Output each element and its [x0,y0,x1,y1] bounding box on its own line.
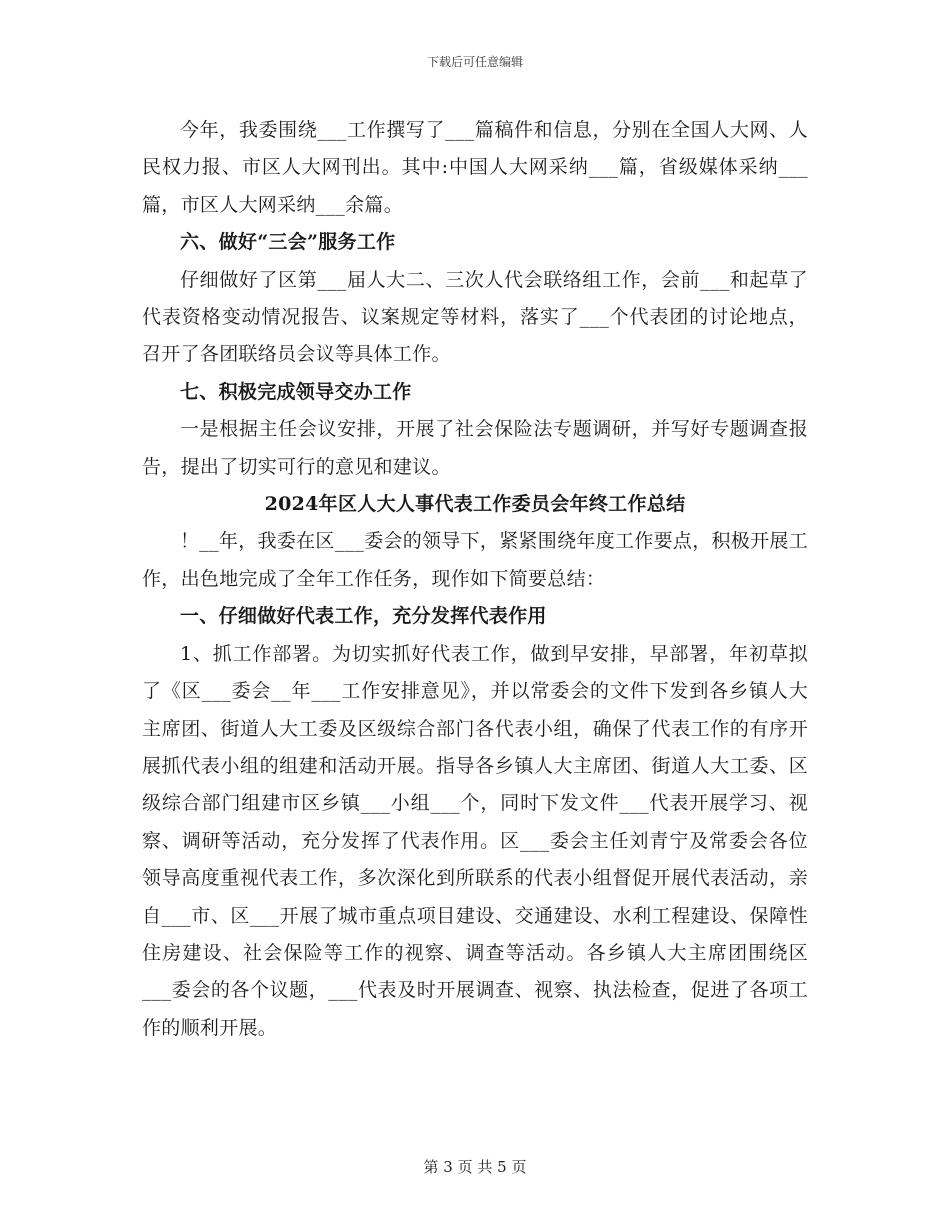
paragraph-intro: ！__年，我委在区___委会的领导下，紧紧围绕年度工作要点，积极开展工作，出色地完成了全年工作任务，现作如下简要总结： [142,530,809,590]
page-header-note: 下载后可任意编辑 [426,55,523,69]
paragraph-assigned-work: 一是根据主任会议安排，开展了社会保险法专题调研，并写好专题调查报告，提出了切实可行的意见和建议。 [142,418,808,478]
section-heading-seven: 七、积极完成领导交办工作 [180,380,412,403]
section-heading-six: 六、做好“三会”服务工作 [180,231,396,254]
paragraph-congress-service: 仔细做好了区第___届人大二、三次人代会联络组工作，会前___和起草了代表资格变动情况报告、议案规定等材料，落实了___个代表团的讨论地点，召开了各团联络员会议等具体工作。 [142,268,808,366]
document-title: 2024年区人大人事代表工作委员会年终工作总结 [264,493,686,516]
paragraph-publicity: 今年，我委围绕___工作撰写了___篇稿件和信息，分别在全国人大网、人民权力报、市区人大网刊出。其中:中国人大网采纳___篇，省级媒体采纳___篇，市区人大网采纳___余篇。 [142,119,808,216]
paragraph-work-deployment: 1、抓工作部署。为切实抓好代表工作，做到早安排，早部署，年初草拟了《区___委会__年___工作安排意见》，并以常委会的文件下发到各乡镇人大主席团、街道人大工委及区级综合部门各代表小组，确保了代表工作的有序开展抓代表小组的组建和活动开展。指导各乡镇人大主席团、街道人大工委、区级综合部门组建市区乡镇___小组___个，同时下发文件___代表开展学习、视察、调研等活动，充分发挥了代表作用。区___委会主任刘青宁及常委会各位领导高度重视代表工作，多次深化到所联系的代表小组督促开展代表活动，亲自___市、区___开展了城市重点项目建设、交通建设、水利工程建设、保障性住房建设、社会保险等工作的视察、调查等活动。各乡镇人大主席团围绕区___委会的各个议题，___代表及时开展调查、视察、执法检查，促进了各项工作的顺利开展。 [142,642,808,1039]
document-body [142,112,808,1047]
section-heading-one: 一、仔细做好代表工作，充分发挥代表作用 [180,605,547,628]
page-number: 第 3 页 共 5 页 [423,1158,527,1176]
